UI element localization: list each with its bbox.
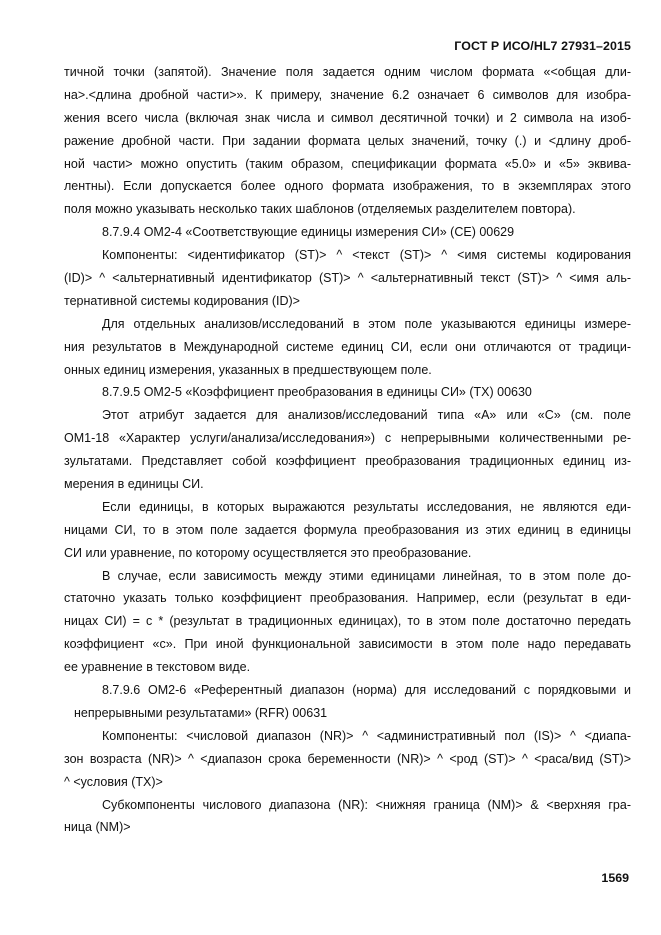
text-line: тернативной системы кодирования (ID)> xyxy=(64,293,300,308)
text-line: Если единицы, в которых выражаются результаты исследования, не являются еди- xyxy=(102,499,631,514)
text-line: Субкомпоненты числового диапазона (NR): <нижняя граница (NM)> & <верхняя гра- xyxy=(102,797,631,812)
text-line: ницах СИ) = c * (результат в традиционных единицах), то в этом поле достаточно передать xyxy=(64,614,631,629)
text-line: онных единиц измерения, указанных в предшествующем поле. xyxy=(64,362,432,377)
section-heading-8-7-9-6: 8.7.9.6 OM2-6 «Референтный диапазон (норма) для исследований с порядковыми и xyxy=(102,683,631,698)
text-line: СИ или уравнение, по которому осуществляется это преобразование. xyxy=(64,545,472,560)
text-line: ^ <условия (TX)> xyxy=(64,774,163,789)
text-line: Этот атрибут задается для анализов/исследований типа «A» или «C» (см. поле xyxy=(102,408,631,423)
text-line: жения всего числа (включая знак числа и символ десятичной точки) и 2 символа на изоб- xyxy=(64,110,631,125)
text-line: Компоненты: <числовой диапазон (NR)> ^ <административный пол (IS)> ^ <диапа- xyxy=(102,728,631,743)
text-line: тичной точки (запятой). Значение поля задается одним числом формата «<общая дли- xyxy=(64,65,631,79)
text-line: (ID)> ^ <альтернативный идентификатор (ST)> ^ <альтернативный текст (ST)> ^ <имя аль- xyxy=(64,271,631,286)
text-line: зон возраста (NR)> ^ <диапазон срока беременности (NR)> ^ <род (ST)> ^ <раса/вид (ST)> xyxy=(64,751,631,766)
text-line: Компоненты: <идентификатор (ST)> ^ <текст (ST)> ^ <имя системы кодирования xyxy=(102,248,631,263)
text-line: ния результатов в Международной системе единиц СИ, если они отличаются от традици- xyxy=(64,339,631,354)
text-line: ной части> можно опустить (таким образом, спецификации формата «5.0» и «5» эквива- xyxy=(64,156,631,171)
body-text xyxy=(64,61,631,839)
section-heading-8-7-9-6-cont: непрерывными результатами» (RFR) 00631 xyxy=(74,705,328,720)
text-line: поля можно указывать несколько таких шаблонов (отделяемых разделителем повтора). xyxy=(64,202,576,217)
text-line: ница (NM)> xyxy=(64,820,131,835)
text-line: ражение дробной части. При задании формата целых значений, точку (.) и <длину дроб- xyxy=(64,133,631,148)
text-line: мерения в единицы СИ. xyxy=(64,477,204,492)
text-line: OM1-18 «Характер услуги/анализа/исследования») с непрерывными количественными ре- xyxy=(64,431,631,446)
text-line: зультатами. Представляет собой коэффициент преобразования традиционных единиц из- xyxy=(64,454,631,469)
page-number: 1569 xyxy=(601,871,629,885)
document-header: ГОСТ Р ИСО/HL7 27931–2015 xyxy=(454,39,631,53)
text-line: лентны). Если допускается более одного формата изображения, то в экземплярах этого xyxy=(64,179,631,194)
text-line: на>.<длина дробной части>». К примеру, значение 6.2 означает 6 символов для изобра- xyxy=(64,87,631,102)
text-line: коэффициент «c». При иной функциональной зависимости в этом поле надо передавать xyxy=(64,637,631,652)
section-heading-8-7-9-5: 8.7.9.5 OM2-5 «Коэффициент преобразования в единицы СИ» (TX) 00630 xyxy=(102,385,532,400)
section-heading-8-7-9-4: 8.7.9.4 OM2-4 «Соответствующие единицы измерения СИ» (CE) 00629 xyxy=(102,225,515,240)
text-line: В случае, если зависимость между этими единицами линейная, то в этом поле до- xyxy=(102,568,631,583)
text-line: ее уравнение в текстовом виде. xyxy=(64,660,251,675)
text-line: Для отдельных анализов/исследований в этом поле указываются единицы измере- xyxy=(102,316,631,331)
text-line: ницами СИ, то в этом поле задается формула преобразования из этих единиц в единицы xyxy=(64,522,631,537)
text-line: статочно указать только коэффициент преобразования. Например, если (результат в еди- xyxy=(64,591,631,606)
